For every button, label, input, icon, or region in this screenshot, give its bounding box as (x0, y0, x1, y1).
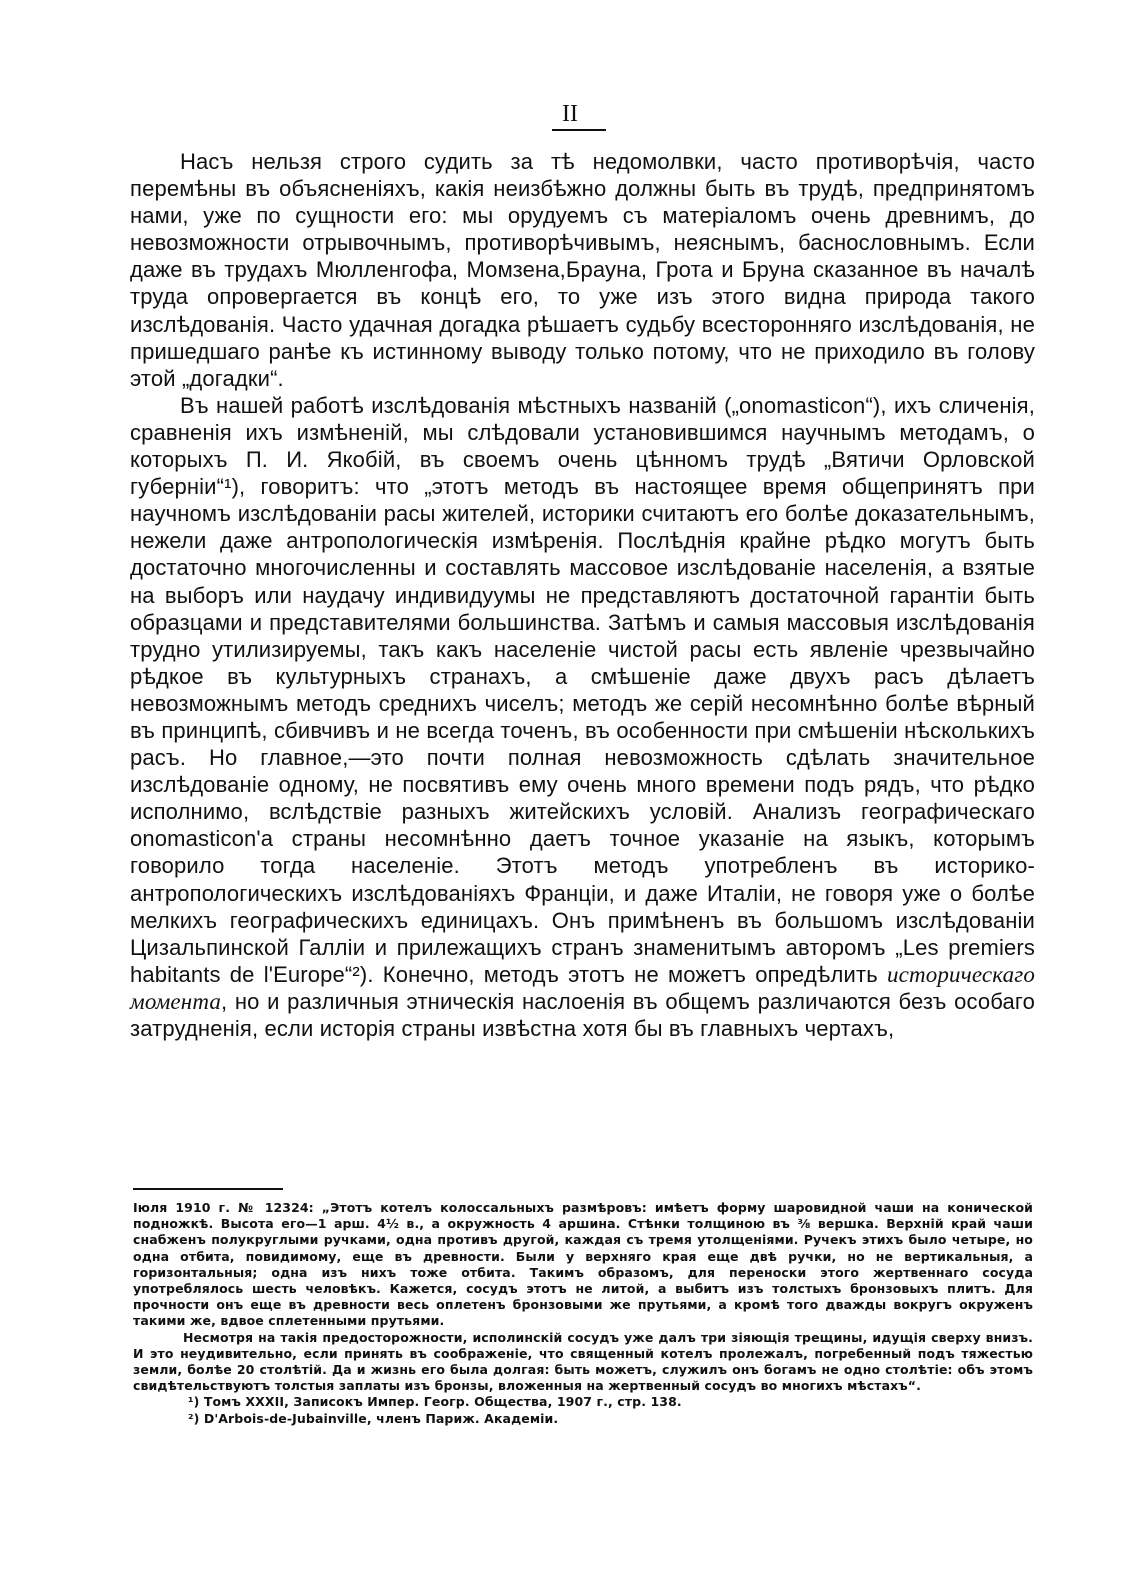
note-continued: Іюля 1910 г. № 12324: „Этотъ котелъ колоссальныхъ размѣровъ: имѣетъ форму шаровидной чаши на конической подножкѣ. Высота его—1 арш. 4½ в., а окружность 4 аршина. Стѣнки толщиною въ ⅜ вершка. Верхній край чаши снабженъ полукруглыми ручками, одна противъ другой, каждая съ тремя утолщеніями. Ручекъ этихъ было четыре, но одна отбита, повидимому, еще въ древности. Были у верхняго края еще двѣ ручки, но не вертикальныя, а горизонтальныя; одна изъ нихъ тоже отбита. Такимъ образомъ, для переноски этого жертвеннаго сосуда употреблялось шесть человѣкъ. Кажется, сосудъ этотъ не литой, а выбитъ изъ толстыхъ бронзовыхъ плитъ. Для прочности онъ еще въ древности весь оплетенъ бронзовыми же прутьями, а кромѣ того дважды вокругъ окруженъ такими же, вдвое сплетенными прутьями. (133, 1200, 1033, 1329)
footnote-1: ¹) Томъ XXXII, Записокъ Импер. Геогр. Общества, 1907 г., стр. 138. (188, 1394, 682, 1410)
note-paragraph: Несмотря на такія предосторожности, исполинскій сосудъ уже далъ три зіяющія трещины, идущія сверху внизъ. И это неудивительно, если принять въ соображеніе, что священный котелъ пролежалъ, погребенный подъ тяжестью земли, болѣе 20 столѣтій. Да и жизнь его была долгая: быть можетъ, служилъ онъ богамъ не одно столѣтіе: объ этомъ свидѣтельствуютъ толстыя заплаты изъ бронзы, вложенныя на жертвенный сосудъ во многихъ мѣстахъ“. (133, 1329, 1033, 1394)
paragraph-1: Насъ нельзя строго судить за тѣ недомолвки, часто противорѣчія, часто перемѣны въ объясненіяхъ, какія неизбѣжно должны быть въ трудѣ, предпринятомъ нами, уже по сущности его: мы орудуемъ съ матеріаломъ очень древнимъ, до невозможности отрывочнымъ, противорѣчивымъ, неяснымъ, баснословнымъ. Если даже въ трудахъ Мюлленгофа, Момзена,Брауна, Грота и Бруна сказанное въ началѣ труда опровергается въ концѣ его, то уже изъ этого видна природа такого изслѣдованія. Часто удачная догадка рѣшаетъ судьбу всесторонняго изслѣдованія, не пришедшаго ранѣе къ истинному выводу только потому, что не приходило въ голову этой „догадки“. (130, 149, 1035, 391)
paragraph-2-text: Въ нашей работѣ изслѣдованія мѣстныхъ названій („onomasticon“), ихъ сличенія, сравненія ихъ измѣненій, мы слѣдовали установившимся научнымъ методамъ, о которыхъ П. И. Якобій, въ своемъ очень цѣнномъ трудѣ „Вятичи Орловской губерніи“¹), говоритъ: что „этотъ методъ въ настоящее время общепринятъ при научномъ изслѣдованіи расы жителей, историки считаютъ его болѣе доказательнымъ, нежели даже антропологическія измѣренія. Послѣднія крайне рѣдко могутъ быть достаточно многочисленны и составлять массовое изслѣдованіе населенія, а взятые на выборъ или наудачу индивидуумы не представляютъ достаточной гарантіи быть образцами и представителями большинства. Затѣмъ и самыя массовыя изслѣдованія трудно утилизируемы, такъ какъ населеніе чистой расы есть явленіе чрезвычайно рѣдкое въ культурныхъ странахъ, а смѣшеніе даже двухъ расъ дѣлаетъ невозможнымъ методъ среднихъ чиселъ; методъ же серій несомнѣнно болѣе вѣрный въ принципѣ, сбивчивъ и не всегда точенъ, въ особенности при смѣшеніи нѣсколькихъ расъ. Но главное,—это почти полная невозможность сдѣлать значительное изслѣдованіе одному, не посвятивъ ему очень много времени подъ рядъ, что рѣдко исполнимо, вслѣдствіе разныхъ житейскихъ условій. Анализъ географическаго onomasticon'а страны несомнѣнно даетъ точное указаніе на языкъ, которымъ говорило тогда населеніе. Этотъ методъ употребленъ въ историко-антропологическихъ изслѣдованіяхъ Франціи, и даже Италіи, не говоря уже о болѣе мелкихъ географическихъ единицахъ. Онъ примѣненъ въ большомъ изслѣдованіи Цизальпинской Галліи и прилежащихъ странъ знаменитымъ авторомъ „Les premiers habitants de l'Europe“²). Конечно, методъ этотъ не можетъ опредѣлить (130, 392, 1035, 987)
page-number-underline (552, 129, 606, 131)
paragraph-2-tail: , но и различныя этническія наслоенія въ общемъ различаются безъ особаго затрудненія, если исторія страны извѣстна хотя бы въ главныхъ чертахъ, (130, 988, 1035, 1041)
page-number: II (562, 101, 578, 127)
footnotes (133, 1200, 1033, 1427)
paragraph-2-italic: историческаго момента (130, 961, 1035, 1014)
footnote-2: ²) D'Arbois-de-Jubainville, членъ Париж. Академіи. (188, 1410, 559, 1426)
paragraph-2 (130, 392, 1035, 1042)
footnote-separator (133, 1188, 283, 1190)
main-text (130, 148, 1035, 1042)
